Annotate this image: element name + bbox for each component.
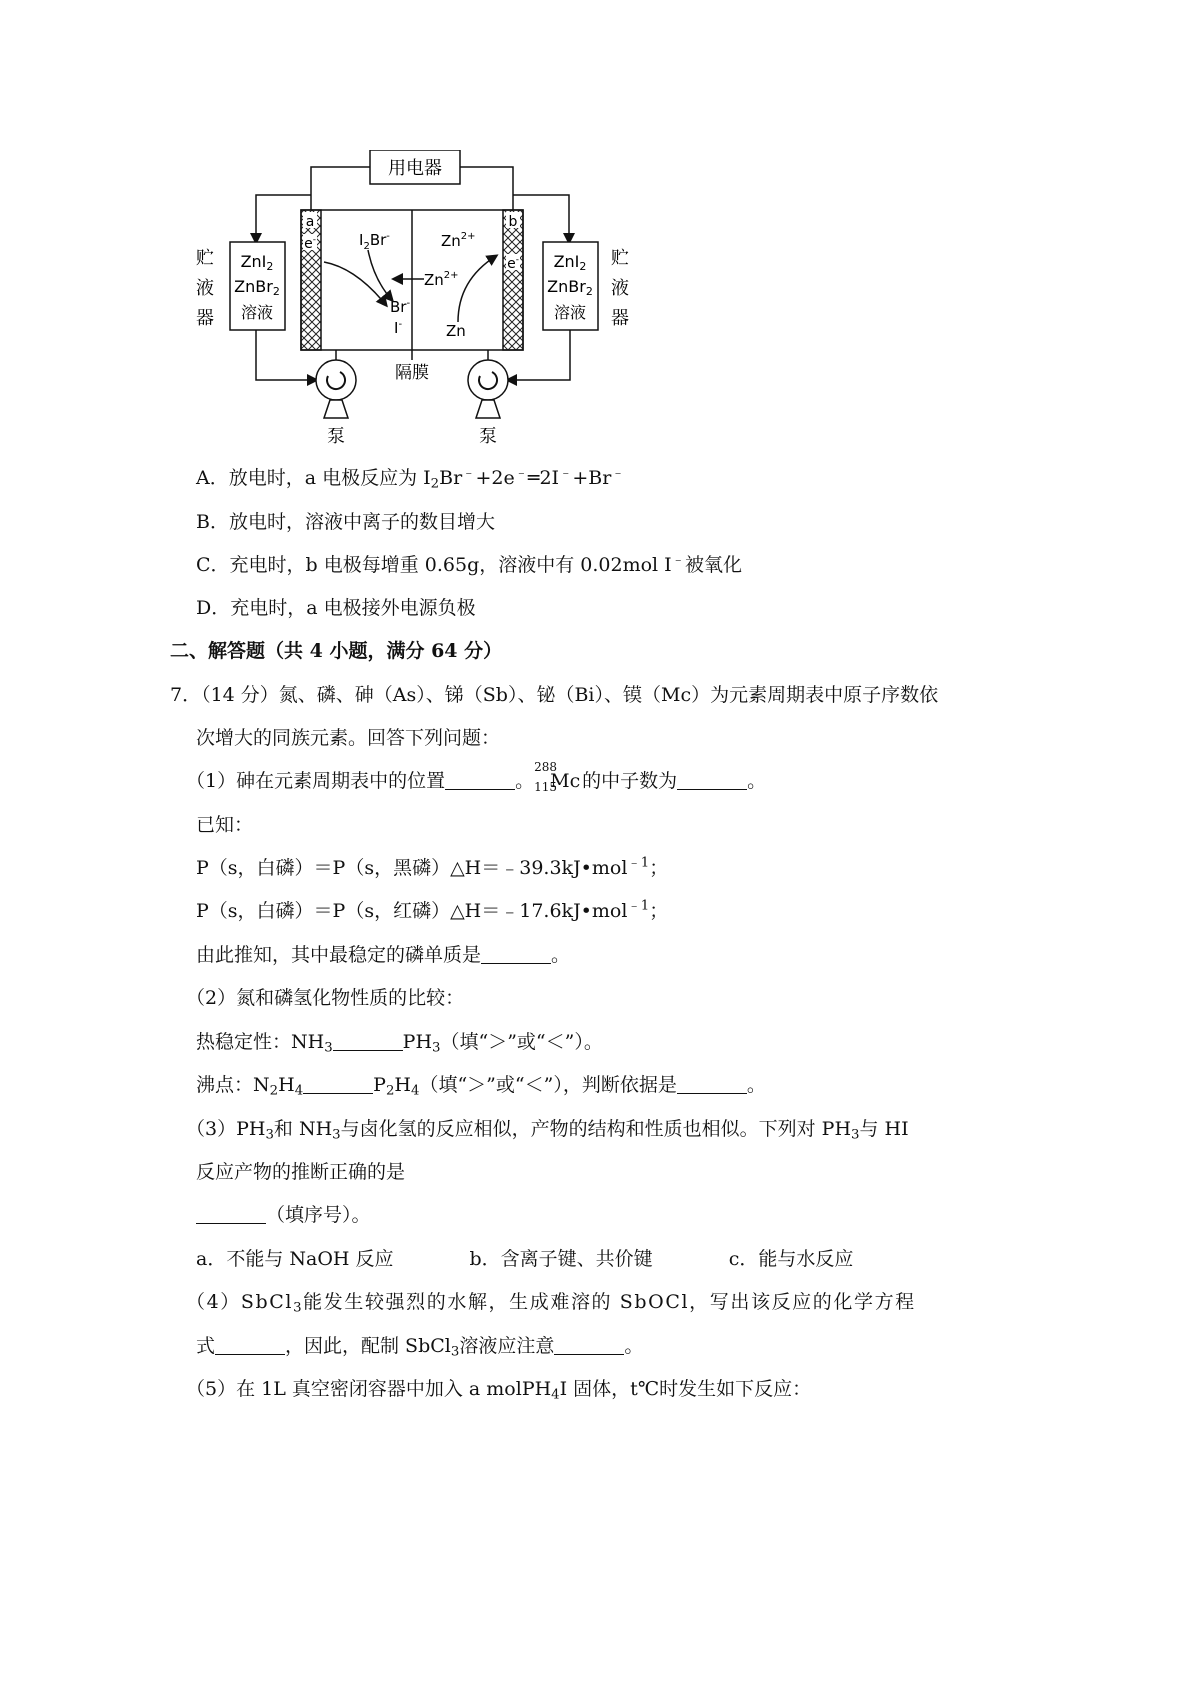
q7-known: 已知： [196,814,254,836]
reservoir-left-c1: 贮 [196,248,214,269]
q7-stability: 热稳定性：$NH_3$ $PH_3$（填“＞”或“＜”）。 [196,1031,603,1056]
q7-part3-line2: 反应产物的推断正确的是 [196,1161,406,1183]
tank-left-line2: ZnBr2 [234,277,280,298]
answer-blank[interactable] [196,1203,266,1224]
q7-eq1: P（s，白磷）＝P（s，黑磷）△H＝﹣39.3kJ•mol$^{﹣1}$； [196,855,669,879]
answer-blank[interactable] [215,1334,285,1355]
option-b: B．放电时，溶液中离子的数目增大 [196,511,495,533]
electrode-a [301,210,321,350]
species-zn-ion-top: $Zn^{2+}$ [441,231,476,250]
answer-blank[interactable] [445,769,515,790]
electron-right-label: e- [507,255,519,272]
nuclide-mc: 288 115 Mc [534,760,581,794]
species-zn-ion-mid: $Zn^{2+}$ [424,270,459,289]
wire-left-top [311,167,370,210]
reservoir-left-c3: 器 [196,308,214,329]
electrode-b [503,210,523,350]
tank-right-line1: ZnI2 [553,252,587,273]
q7-part2: （2）氮和磷氢化物性质的比较： [186,987,465,1009]
electrode-b-label: b [508,214,518,230]
answer-blank[interactable] [333,1030,403,1051]
reservoir-right-c1: 贮 [611,248,629,269]
option-d: D．充电时，a 电极接外电源负极 [196,597,476,619]
q7-eq2: P（s，白磷）＝P（s，红磷）△H＝﹣17.6kJ•mol$^{﹣1}$； [196,898,669,922]
q7-infer: 由此推知，其中最稳定的磷单质是 。 [196,944,571,966]
q7-part3-line3: （填序号）。 [196,1201,371,1229]
electrode-a-label: a [305,214,315,230]
choice-c: c．能与水反应 [728,1248,854,1270]
tank-left-line1: ZnI2 [240,252,274,273]
q7-boiling: 沸点：$N_2H_4$ $P_2H_4$（填“＞”或“＜”），判断依据是 。 [196,1074,766,1099]
answer-blank[interactable] [481,943,551,964]
pump-left-label: 泵 [327,426,345,447]
flow-battery-diagram [196,150,696,490]
q7-part3-options [196,1245,853,1273]
species-zn: Zn [446,322,466,340]
wire-right-top [460,167,513,210]
pump-right-label: 泵 [479,426,497,447]
pump-left [316,360,356,418]
answer-blank[interactable] [677,769,747,790]
electron-left-label: e- [304,235,316,252]
q7-part4-line1: （4）SbCl$_3$能发生较强烈的水解，生成难溶的 SbOCl，写出该反应的化学方程 [186,1291,916,1316]
q7-intro-line2: 次增大的同族元素。回答下列问题： [196,727,501,749]
species-br: Br- [390,298,411,316]
q7-part4-line2: 式 ，因此，配制 SbCl$_3$溶液应注意 。 [196,1335,644,1360]
q7-part3-line1: $(3)PH_3$和 $NH_3$与卤化氢的反应相似，产物的结构和性质也相似。下列对 $PH_3$与 HI [186,1118,909,1143]
option-a: A．放电时，a 电极反应为 $I_2Br^﹣+2e^﹣═2I^﹣+Br^﹣$ [196,465,625,492]
tank-left-line3: 溶液 [240,303,274,322]
choice-b: b．含离子键、共价键 [469,1248,653,1270]
q7-intro-line1: 7．（14 分）氮、磷、砷（As）、锑（Sb）、铋（Bi）、镆（Mc）为元素周期表中原子序数依 [170,684,939,706]
choice-a: a．不能与 NaOH 反应 [196,1248,394,1270]
reservoir-right-c3: 器 [611,308,629,329]
species-i: I- [394,319,403,337]
reservoir-left-c2: 液 [196,278,214,299]
answer-blank[interactable] [554,1334,624,1355]
answer-blank[interactable] [303,1073,373,1094]
answer-blank[interactable] [677,1073,747,1094]
membrane-label: 隔膜 [395,363,429,383]
pump-right [468,360,508,418]
q7-part1: （1）砷在元素周期表中的位置 。 288 115 Mc 的中子数为 。 [186,760,767,794]
q7-part5: （5）在 1L 真空密闭容器中加入 a molPH$_4$I 固体，t℃时发生如下反应： [186,1378,812,1403]
option-c: C．充电时，b 电极每增重 0.65g，溶液中有 0.02mol I﹣被氧化 [196,552,742,576]
section-title: 二、解答题（共 4 小题，满分 64 分） [170,640,503,662]
reservoir-right-c2: 液 [611,278,629,299]
load-label: 用电器 [388,158,442,179]
species-i2br: $I_2Br^-$ [359,231,390,252]
tank-right-line3: 溶液 [553,303,587,322]
tank-right-line2: ZnBr2 [547,277,593,298]
